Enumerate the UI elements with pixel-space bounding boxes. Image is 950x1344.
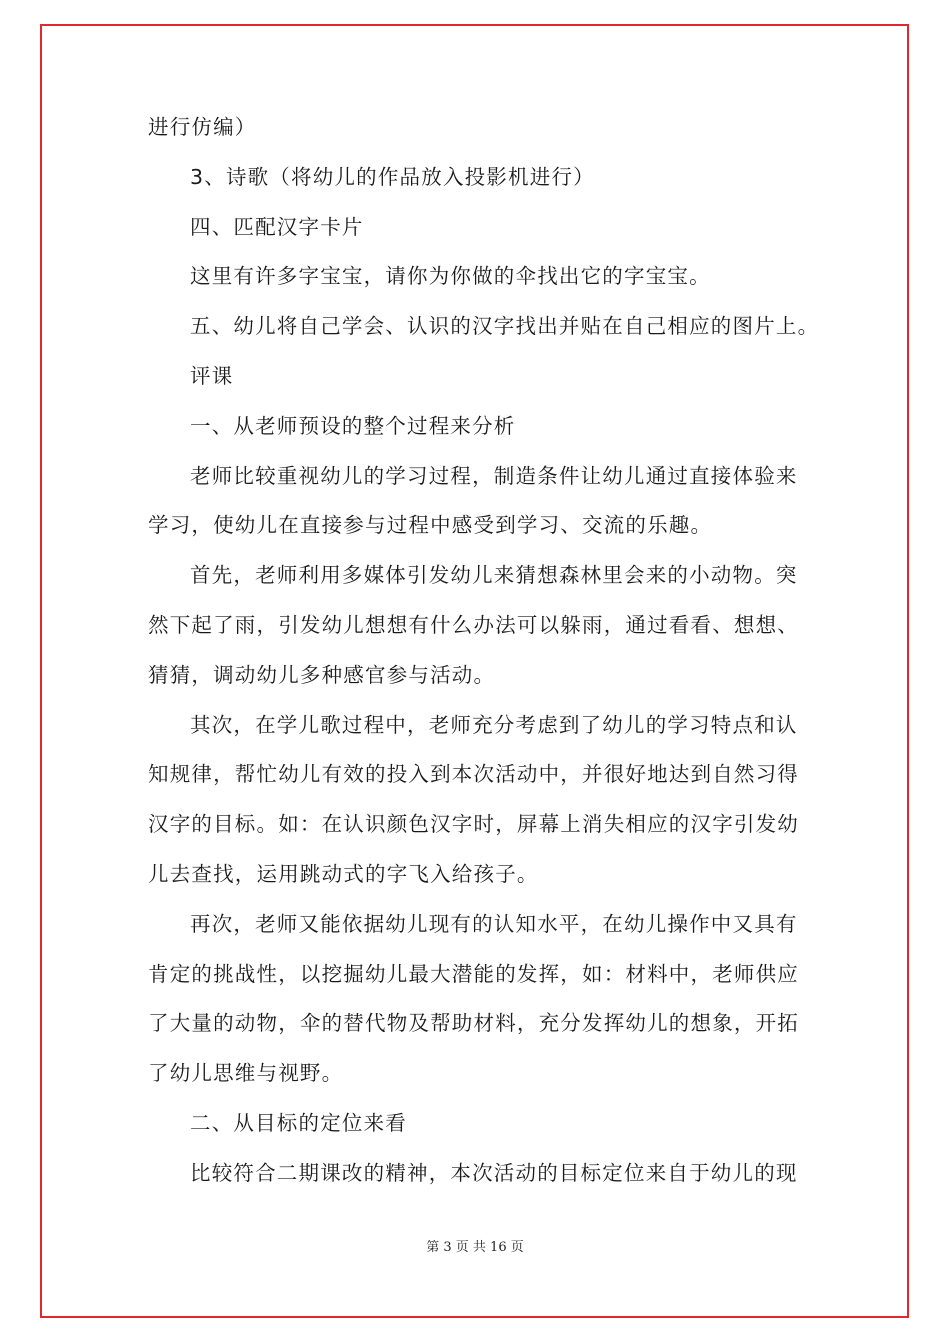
text-line: 进行仿编） [148, 115, 257, 139]
text-line: 比较符合二期课改的精神，本次活动的目标定位来自于幼儿的现 [190, 1160, 798, 1185]
text-line: 3、诗歌（将幼儿的作品放入投影机进行） [190, 164, 595, 189]
document-body [148, 103, 820, 1199]
text-line: 然下起了雨，引发幼儿想想有什么办法可以躲雨，通过看看、想想、 [148, 612, 799, 637]
text-line: 肯定的挑战性，以挖掘幼儿最大潜能的发挥，如：材料中，老师供应 [148, 961, 799, 986]
section-heading: 评课 [190, 363, 234, 388]
section-heading: 四、匹配汉字卡片 [190, 214, 364, 239]
page-number-footer: 第 3 页 共 16 页 [426, 1240, 524, 1255]
section-heading: 二、从目标的定位来看 [190, 1110, 407, 1135]
text-line: 了幼儿思维与视野。 [148, 1061, 344, 1086]
text-line: 其次，在学儿歌过程中，老师充分考虑到了幼儿的学习特点和认 [190, 712, 798, 737]
text-line: 知规律，帮忙幼儿有效的投入到本次活动中，并很好地达到自然习得 [148, 762, 799, 787]
section-heading: 一、从老师预设的整个过程来分析 [190, 413, 516, 438]
text-line: 汉字的目标。如：在认识颜色汉字时，屏幕上消失相应的汉字引发幼 [148, 812, 799, 837]
text-line: 了大量的动物，伞的替代物及帮助材料，充分发挥幼儿的想象，开拓 [148, 1011, 799, 1036]
text-line: 这里有许多字宝宝，请你为你做的伞找出它的字宝宝。 [190, 264, 711, 289]
text-line: 猜猜，调动幼儿多种感官参与活动。 [148, 662, 496, 687]
section-heading: 五、幼儿将自己学会、认识的汉字找出并贴在自己相应的图片上。 [190, 314, 820, 339]
text-line: 儿去查找，运用跳动式的字飞入给孩子。 [148, 861, 539, 886]
text-line: 再次，老师又能依据幼儿现有的认知水平，在幼儿操作中又具有 [190, 911, 798, 936]
text-line: 首先，老师利用多媒体引发幼儿来猜想森林里会来的小动物。突 [190, 563, 798, 588]
text-line: 学习，使幼儿在直接参与过程中感受到学习、交流的乐趣。 [148, 513, 713, 538]
text-line: 老师比较重视幼儿的学习过程，制造条件让幼儿通过直接体验来 [190, 463, 798, 488]
